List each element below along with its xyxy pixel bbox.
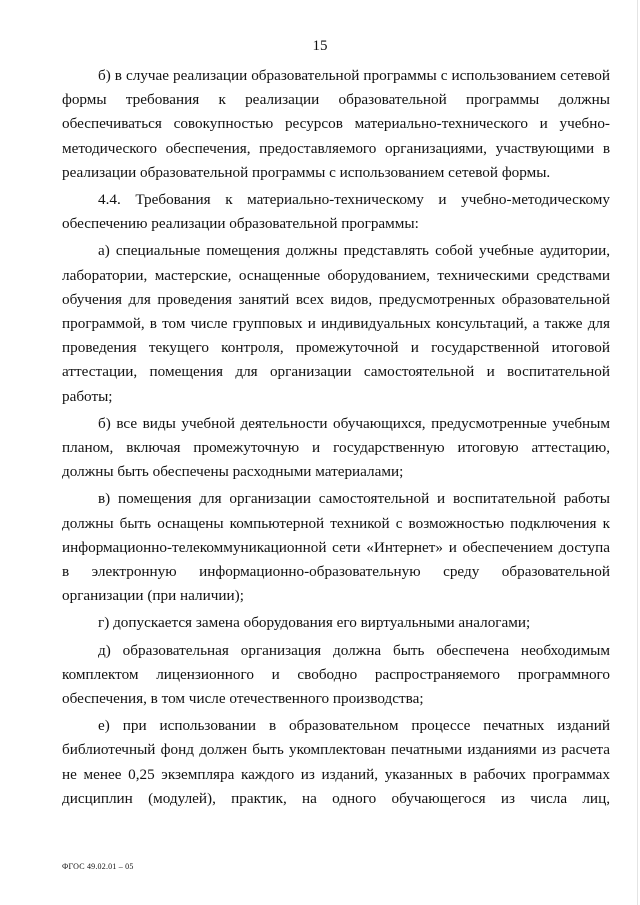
paragraph-b-network-form: б) в случае реализации образовательной программы с использованием сетевой формы требования к реализации образовательной программы должны обеспечиваться совокупностью ресурсов материально-технического и учебно-методического обеспечения, предоставляемого организациями, участвующими в реализации образовательной программы с использованием сетевой формы. xyxy=(62,67,610,181)
paragraph-a-special-rooms: а) специальные помещения должны представлять собой учебные аудитории, лаборатории, мастерские, оснащенные оборудованием, техническими средствами обучения для проведения занятий всех видов, предусмотренных образовательной программой, в том числе групповых и индивидуальных консультаций, а также для проведения текущего контроля, промежуточной и государственной итоговой аттестации, помещения для организации самостоятельной и воспитательной работы; xyxy=(62,242,610,405)
scan-edge-line xyxy=(637,0,638,905)
paragraph-b-consumables: б) все виды учебной деятельности обучающихся, предусмотренные учебным планом, включая промежуточную и государственную итоговую аттестацию, должны быть обеспечены расходными материалами; xyxy=(62,414,610,481)
page-number: 15 xyxy=(312,38,328,54)
paragraph-v-computer-equipment: в) помещения для организации самостоятельной и воспитательной работы должны быть оснащены компьютерной техникой с возможностью подключения к информационно-телекоммуникационной сети «Интернет» и обеспечением доступа в электронную информационно-образовательную среду образовательной организации (при наличии); xyxy=(62,490,610,605)
document-body xyxy=(62,64,610,814)
paragraph-e-library-fund: е) при использовании в образовательном процессе печатных изданий библиотечный фонд должен быть укомплектован печатными изданиями из расчета не менее 0,25 экземпляра каждого из изданий, указанных в рабочих программах дисциплин (модулей), практик, на одного обучающегося из числа лиц, xyxy=(62,717,610,807)
document-footer-code: ФГОС 49.02.01 – 05 xyxy=(62,862,134,871)
paragraph-g-virtual-analogs: г) допускается замена оборудования его виртуальными аналогами; xyxy=(98,614,531,632)
paragraph-4-4-heading: 4.4. Требования к материально-техническому и учебно-методическому обеспечению реализации образовательной программы: xyxy=(62,191,610,233)
paragraph-d-software: д) образовательная организация должна быть обеспечена необходимым комплектом лицензионного и свободно распространяемого программного обеспечения, в том числе отечественного производства; xyxy=(62,641,610,708)
